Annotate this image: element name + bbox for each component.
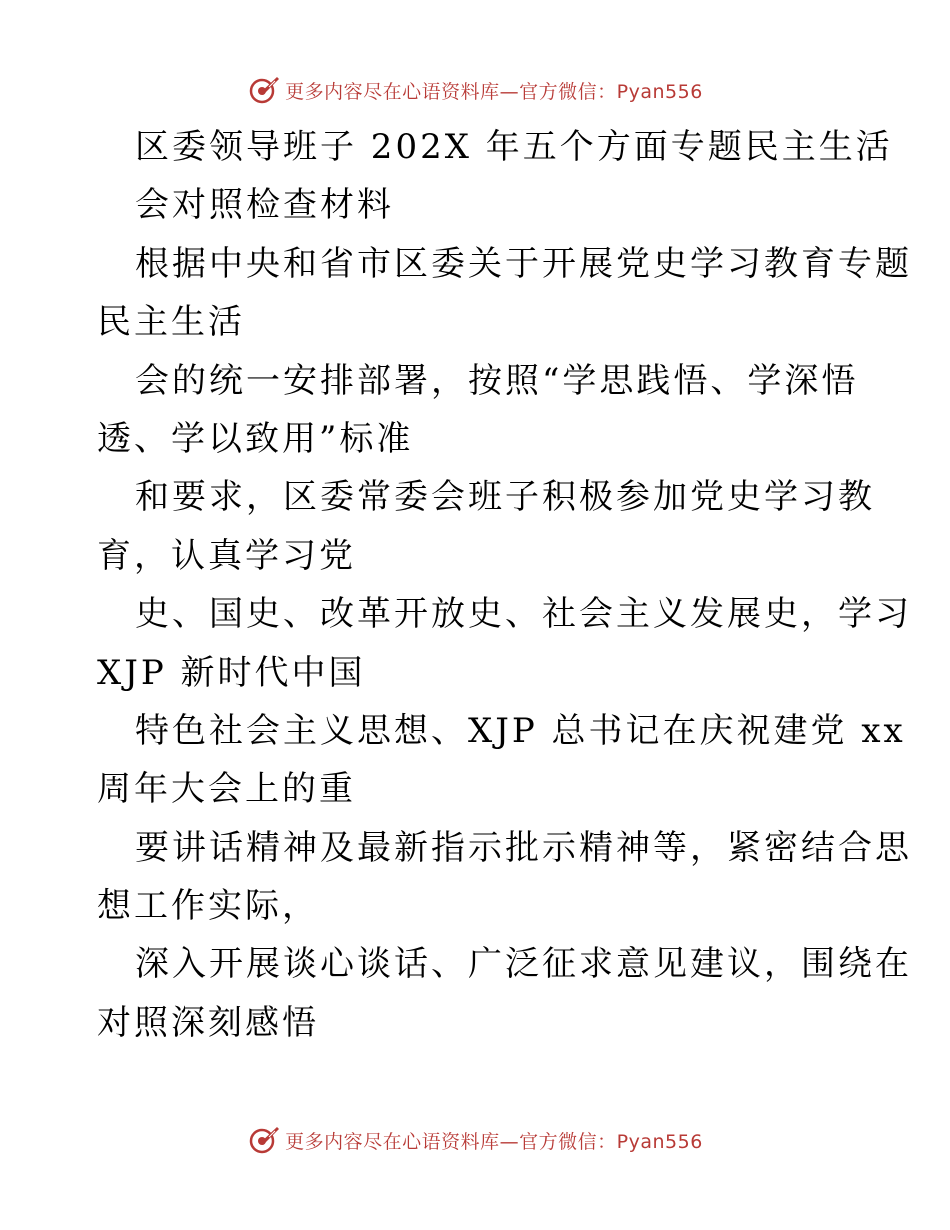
paragraph-line: 史、国史、改革开放史、社会主义发展史，学习 [135, 594, 912, 635]
quill-seal-icon [247, 73, 281, 107]
paragraph-line: 育，认真学习党 [97, 535, 356, 576]
document-title-line-2: 会对照检查材料 [135, 185, 394, 226]
footer-banner [0, 1120, 950, 1160]
paragraph-line: 周年大会上的重 [97, 769, 356, 810]
paragraph-line: 对照深刻感悟 [97, 1002, 319, 1043]
paragraph-line: 特色社会主义思想、XJP 总书记在庆祝建党 xx [135, 710, 906, 751]
document-body [97, 118, 912, 1052]
paragraph-line: 透、学以致用”标准 [97, 418, 414, 459]
paragraph-line: 深入开展谈心谈话、广泛征求意见建议，围绕在 [135, 944, 912, 985]
paragraph-line: 和要求，区委常委会班子积极参加党史学习教 [135, 477, 875, 518]
quill-seal-icon [247, 1123, 281, 1157]
document-title-line-1: 区委领导班子 202X 年五个方面专题民主生活 [135, 127, 893, 167]
paragraph-line: 民主生活 [97, 302, 245, 343]
header-banner [0, 70, 950, 110]
header-banner-text: 更多内容尽在心语资料库—官方微信：Pyan556 [285, 80, 703, 103]
paragraph-line: 会的统一安排部署，按照“学思践悟、学深悟 [135, 360, 859, 401]
paragraph-line: 想工作实际， [97, 886, 319, 927]
paragraph-line: 要讲话精神及最新指示批示精神等，紧密结合思 [135, 827, 912, 868]
paragraph-line: XJP 新时代中国 [97, 652, 366, 693]
paragraph-line: 根据中央和省市区委关于开展党史学习教育专题 [135, 243, 912, 284]
footer-banner-text: 更多内容尽在心语资料库—官方微信：Pyan556 [285, 1130, 703, 1153]
